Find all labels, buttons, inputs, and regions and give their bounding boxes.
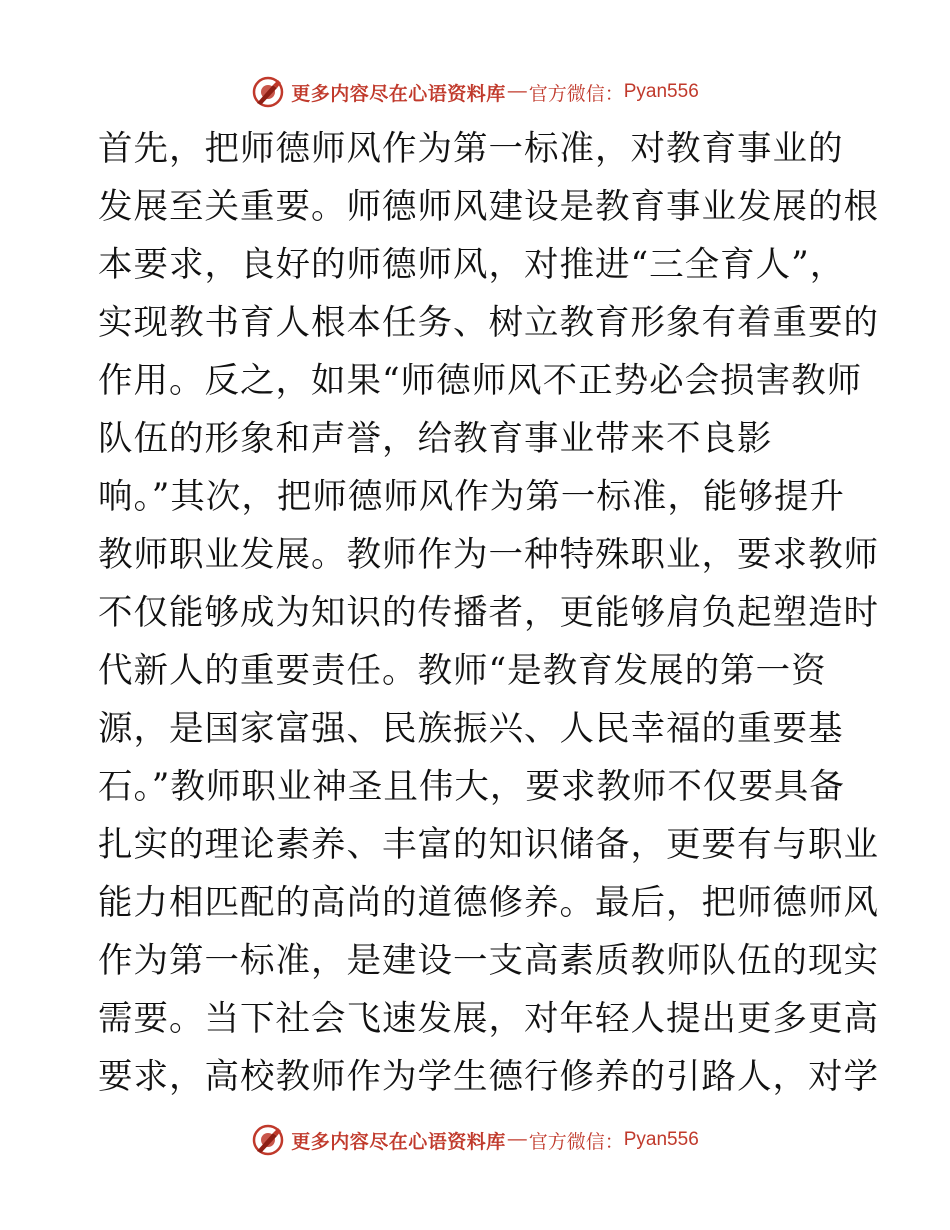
text-line: 能力相匹配的高尚的道德修养。最后，把师德师风 [98,883,879,923]
header-title: 更多内容尽在心语资料库 [291,82,506,105]
text-line: 源，是国家富强、民族振兴、人民幸福的重要基 [98,709,844,749]
footer-banner [0,1118,950,1162]
text-line: 教师职业发展。教师作为一种特殊职业，要求教师 [98,535,879,575]
footer-wechat-label: 官方微信： [528,1130,624,1153]
red-circle-pen-logo-icon [251,1123,285,1157]
text-line: 发展至关重要。师德师风建设是教育事业发展的根 [98,187,879,227]
footer-wechat-id: Pyan556 [623,1129,699,1150]
text-line: 扎实的理论素养、丰富的知识储备，更要有与职业 [98,825,879,865]
text-line: 队伍的形象和声誉，给教育事业带来不良影 [98,419,773,459]
footer-title: 更多内容尽在心语资料库 [291,1130,506,1153]
text-line: 作用。反之，如果“师德师风不正势必会损害教师 [98,361,863,401]
red-circle-pen-logo-icon [251,75,285,109]
text-line: 代新人的重要责任。教师“是教育发展的第一资 [98,651,827,691]
header-wechat-id: Pyan556 [623,81,699,102]
text-line: 要求，高校教师作为学生德行修养的引路人，对学 [98,1057,879,1097]
text-line: 作为第一标准，是建设一支高素质教师队伍的现实 [98,941,879,981]
text-line: 实现教书育人根本任务、树立教育形象有着重要的 [98,303,879,343]
header-separator: — [507,81,527,102]
text-line: 响。”其次，把师德师风作为第一标准，能够提升 [98,477,845,517]
text-line: 首先，把师德师风作为第一标准，对教育事业的 [98,129,844,169]
footer-separator: — [507,1129,527,1150]
text-line: 需要。当下社会飞速发展，对年轻人提出更多更高 [98,999,879,1039]
text-line: 石。”教师职业神圣且伟大，要求教师不仅要具备 [98,767,845,807]
document-body [98,120,879,1106]
header-wechat-label: 官方微信： [528,82,624,105]
text-line: 不仅能够成为知识的传播者，更能够肩负起塑造时 [98,593,879,633]
text-line: 本要求，良好的师德师风，对推进“三全育人”， [98,245,846,285]
header-banner [0,70,950,114]
